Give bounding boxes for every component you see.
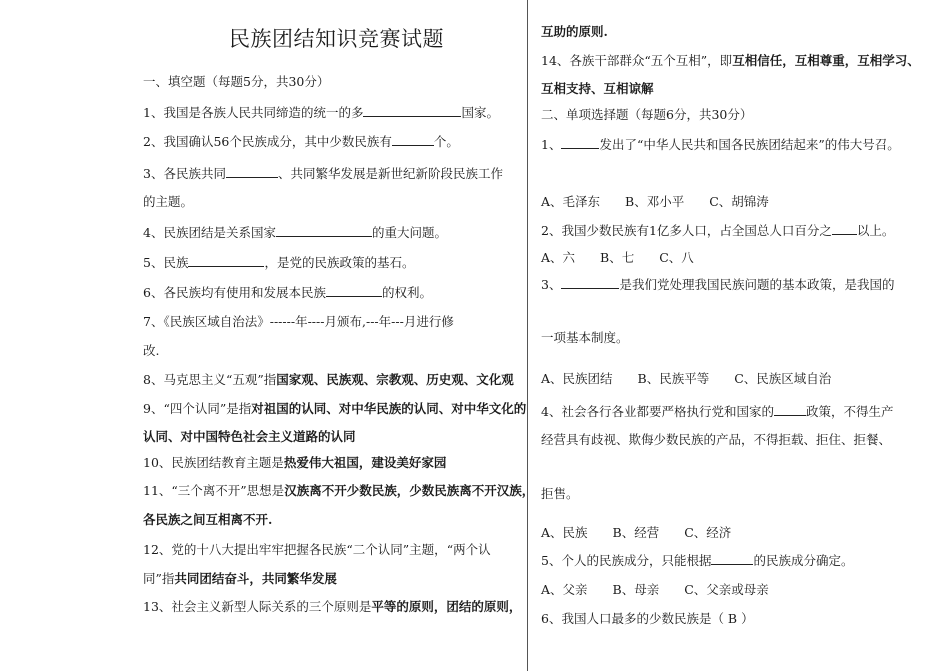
question-text: 的民族成分确定。 xyxy=(753,553,854,568)
answer-text: 国家观、民族观、宗教观、历史观、文化观 xyxy=(276,372,514,387)
answer-blank xyxy=(363,104,461,117)
choice-question-3-cont: 一项基本制度。 xyxy=(541,330,629,345)
question-text: 14、各族干部群众“五个互相”，即 xyxy=(541,53,733,68)
answer-text: 对祖国的认同、对中华民族的认同、对中华文化的 xyxy=(251,401,527,416)
answer-blank xyxy=(392,133,434,146)
question-text: 2、我国少数民族有1亿多人口，占全国总人口百分之 xyxy=(541,223,832,238)
question-text: 的权利。 xyxy=(381,285,432,300)
page-title: 民族团结知识竞赛试题 xyxy=(229,27,444,51)
answer-blank xyxy=(832,222,857,235)
answer-blank xyxy=(561,276,619,289)
choice-options-4: A、民族 B、经营 C、经济 xyxy=(541,525,732,540)
question-13 xyxy=(143,598,521,616)
question-text: 国家。 xyxy=(461,105,499,120)
question-text: 、共同繁华发展是新世纪新阶段民族工作 xyxy=(277,166,503,181)
question-9 xyxy=(143,400,526,418)
question-14 xyxy=(541,52,920,70)
question-text: 月进行修 xyxy=(403,314,454,329)
question-text: 年 xyxy=(378,314,392,329)
question-text: 6、各民族均有使用和发展本民族 xyxy=(143,285,326,300)
question-9-cont xyxy=(143,428,356,446)
question-10 xyxy=(143,454,446,472)
answer-text: 互相信任，互相尊重，互相学习、 xyxy=(732,53,920,68)
answer-text: 互相支持、互相谅解 xyxy=(541,81,654,96)
question-text: 8、马克思主义“五观”指 xyxy=(143,372,277,387)
question-text: 的重大问题。 xyxy=(371,225,447,240)
question-text: 1、 xyxy=(541,137,562,152)
choice-question-3 xyxy=(541,276,894,294)
choice-question-4 xyxy=(541,403,893,421)
question-text: 政策，不得生产 xyxy=(805,404,894,419)
section-heading-fill-blank: 一、填空题（每题5分，共30分） xyxy=(143,74,330,89)
question-text: 13、社会主义新型人际关系的三个原则是 xyxy=(143,599,372,614)
question-7 xyxy=(143,313,454,331)
question-text: 3、各民族共同 xyxy=(143,166,226,181)
question-text: 1、我国是各族人民共同缔造的统一的多 xyxy=(143,105,364,120)
question-text: 年 xyxy=(295,314,308,329)
dashed-blank: --- xyxy=(365,314,379,329)
choice-question-1 xyxy=(541,136,900,154)
question-1 xyxy=(143,104,499,122)
dashed-blank: ---- xyxy=(307,314,325,329)
question-text: 10、民族团结教育主题是 xyxy=(143,455,284,470)
section-heading-choice: 二、单项选择题（每题6分，共30分） xyxy=(541,107,753,122)
answer-text: 认同、对中国特色社会主义道路的认同 xyxy=(143,429,356,444)
question-text: 个。 xyxy=(433,134,459,149)
question-14-cont xyxy=(541,80,654,98)
answer-blank xyxy=(326,284,382,297)
question-text: 是我们党处理我国民族问题的基本政策，是我国的 xyxy=(619,277,895,292)
choice-question-4-end: 拒售。 xyxy=(541,486,579,501)
answer-blank xyxy=(226,165,278,178)
answer-text: 热爱伟大祖国，建设美好家园 xyxy=(283,455,447,470)
answer-text: 各民族之间互相离不开. xyxy=(143,512,273,527)
column-divider xyxy=(527,0,528,671)
question-text: 4、社会各行各业都要严格执行党和国家的 xyxy=(541,404,774,419)
answer-blank xyxy=(188,254,264,267)
question-text: 2、我国确认56个民族成分，其中少数民族有 xyxy=(143,134,392,149)
question-text: 发出了“中华人民共和国各民族团结起来”的伟大号召。 xyxy=(599,137,900,152)
answer-text: 共同团结奋斗，共同繁华发展 xyxy=(174,571,337,586)
question-text: 以上。 xyxy=(856,223,895,238)
choice-options-3: A、民族团结 B、民族平等 C、民族区域自治 xyxy=(541,371,832,386)
question-text: 9、“四个认同”是指 xyxy=(143,401,252,416)
question-12-cont xyxy=(143,570,337,588)
question-3 xyxy=(143,165,503,183)
question-5 xyxy=(143,254,414,272)
question-text: 5、民族 xyxy=(143,255,189,270)
question-11 xyxy=(143,482,534,500)
choice-options-2: A、六 B、七 C、八 xyxy=(541,250,694,265)
choice-question-5 xyxy=(541,552,853,570)
choice-question-2 xyxy=(541,222,894,240)
question-text: 5、个人的民族成分，只能根据 xyxy=(541,553,712,568)
answer-blank xyxy=(774,403,806,416)
answer-text: 互助的原则. xyxy=(541,24,608,39)
question-6 xyxy=(143,284,432,302)
question-text: ，是党的民族政策的基石。 xyxy=(264,255,415,270)
answer-text: 汉族离不开少数民族，少数民族离不开汉族， xyxy=(284,483,535,498)
question-text: 3、 xyxy=(541,277,562,292)
question-4 xyxy=(143,224,447,242)
choice-question-4-cont: 经营具有歧视、欺侮少数民族的产品，不得拒载、拒住、拒餐、 xyxy=(541,432,892,447)
question-3-cont: 的主题。 xyxy=(143,194,194,209)
question-13-cont xyxy=(541,23,608,41)
question-text: 月颁布, xyxy=(324,314,366,329)
choice-options-5: A、父亲 B、母亲 C、父亲或母亲 xyxy=(541,582,769,597)
answer-text: 平等的原则，团结的原则， xyxy=(371,599,522,614)
question-text: 同”指 xyxy=(143,571,175,586)
answer-blank xyxy=(561,136,599,149)
question-text: 11、“三个离不开”思想是 xyxy=(143,483,285,498)
answer-blank xyxy=(276,224,372,237)
question-text: 7、《民族区域自治法》 xyxy=(143,314,270,329)
question-text: 4、民族团结是关系国家 xyxy=(143,225,276,240)
question-7-cont: 改. xyxy=(143,343,160,358)
dashed-blank: ------ xyxy=(269,314,296,329)
answer-blank xyxy=(711,552,753,565)
dashed-blank: --- xyxy=(391,314,404,329)
choice-question-6: 6、我国人口最多的少数民族是（ B ） xyxy=(541,611,754,626)
choice-options-1: A、毛泽东 B、邓小平 C、胡锦涛 xyxy=(541,194,769,209)
question-11-cont xyxy=(143,511,272,529)
question-2 xyxy=(143,133,459,151)
question-8 xyxy=(143,371,514,389)
question-12: 12、党的十八大提出牢牢把握各民族“二个认同”主题，“两个认 xyxy=(143,542,491,557)
